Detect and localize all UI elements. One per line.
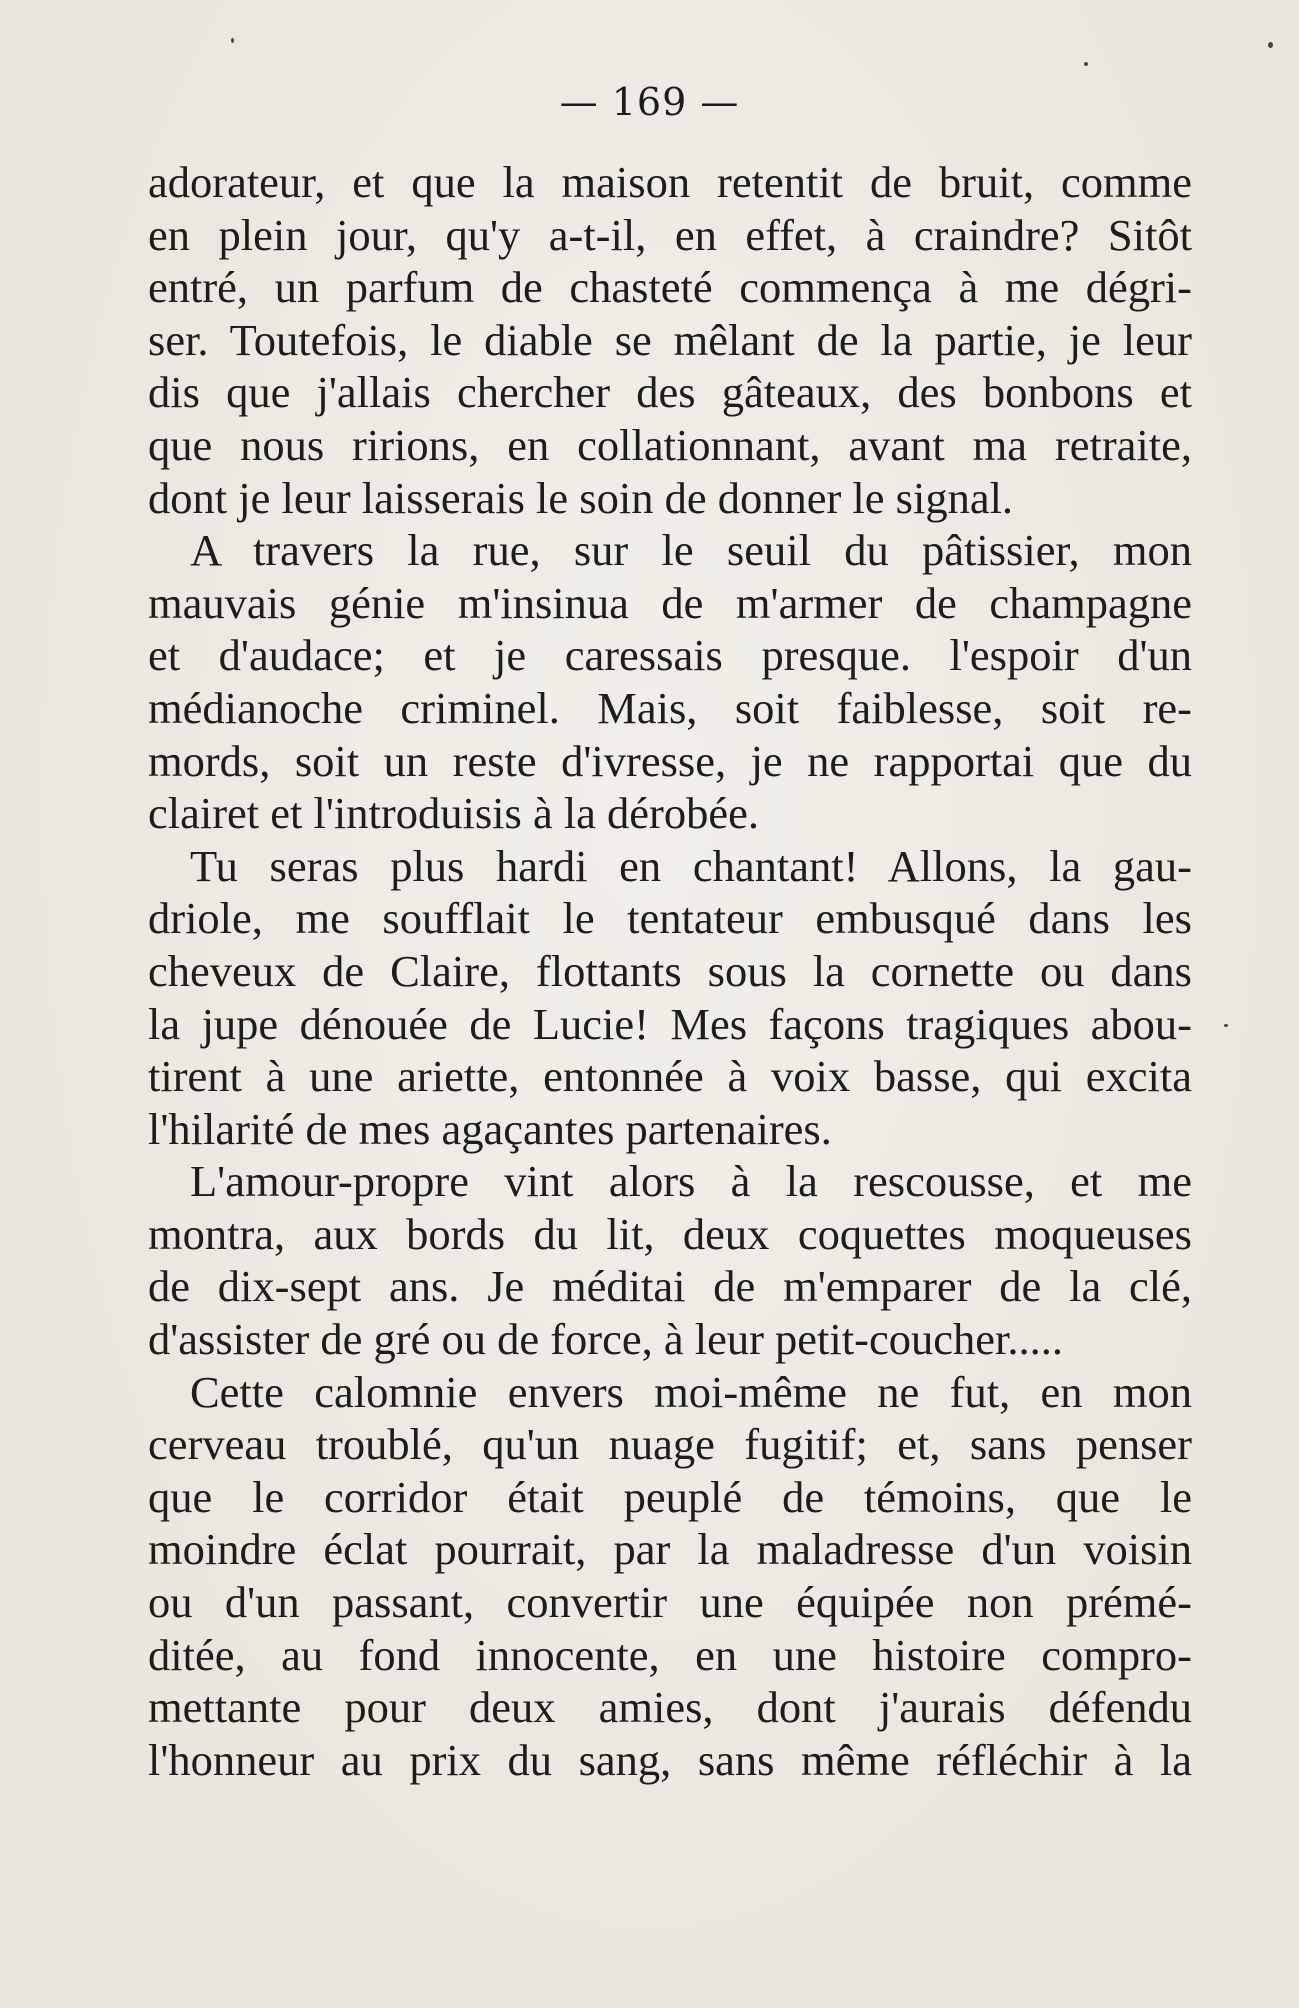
body-text xyxy=(148,156,1192,1786)
text-line: Cette calomnie envers moi-même ne fut, en mon xyxy=(190,1366,1192,1417)
paragraph xyxy=(148,840,1192,1156)
paper-speck xyxy=(1268,42,1273,48)
paper-speck xyxy=(1224,1024,1228,1027)
text-line: L'amour-propre vint alors à la rescousse, et me xyxy=(190,1156,1192,1207)
text-line: adorateur, et que la maison retentit de bruit, comme xyxy=(148,157,1192,207)
paragraph xyxy=(148,1366,1192,1787)
text-line: tirent à une ariette, entonnée à voix basse, qui excita xyxy=(148,1051,1192,1102)
text-line: la jupe dénouée de Lucie! Mes façons tragiques abou- xyxy=(148,998,1192,1049)
text-line: montra, aux bords du lit, deux coquettes moqueuses xyxy=(148,1208,1192,1259)
text-line: Tu seras plus hardi en chantant! Allons, la gau- xyxy=(190,840,1192,891)
text-line: mettante pour deux amies, dont j'aurais défendu xyxy=(148,1682,1192,1733)
text-line: l'honneur au prix du sang, sans même réfléchir à la xyxy=(148,1734,1192,1785)
text-line: ditée, au fond innocente, en une histoire compro- xyxy=(148,1629,1192,1680)
text-line: l'hilarité de mes agaçantes partenaires. xyxy=(148,1103,832,1154)
paragraph xyxy=(148,156,1192,524)
text-line: d'assister de gré ou de force, à leur petit-coucher..... xyxy=(148,1314,1063,1365)
paragraph xyxy=(148,524,1192,840)
text-line: dis que j'allais chercher des gâteaux, des bonbons et xyxy=(148,367,1192,418)
paragraph xyxy=(148,1155,1192,1365)
text-line: de dix-sept ans. Je méditai de m'emparer de la clé, xyxy=(148,1261,1192,1312)
text-line: que le corridor était peuplé de témoins, que le xyxy=(148,1471,1192,1522)
text-line: driole, me soufflait le tentateur embusqué dans les xyxy=(148,893,1192,944)
text-line: mords, soit un reste d'ivresse, je ne rapportai que du xyxy=(148,735,1192,786)
text-line: mauvais génie m'insinua de m'armer de champagne xyxy=(148,577,1192,628)
text-line: ou d'un passant, convertir une équipée non prémé- xyxy=(148,1577,1192,1628)
text-line: clairet et l'introduisis à la dérobée. xyxy=(148,788,760,839)
text-line: A travers la rue, sur le seuil du pâtissier, mon xyxy=(190,525,1192,576)
paper-speck xyxy=(231,38,234,43)
text-line: entré, un parfum de chasteté commença à me dégri- xyxy=(148,262,1192,313)
text-line: ser. Toutefois, le diable se mêlant de la partie, je leur xyxy=(148,314,1192,365)
text-line: en plein jour, qu'y a-t-il, en effet, à craindre? Sitôt xyxy=(148,209,1192,260)
paper-speck xyxy=(1084,62,1088,66)
text-line: et d'audace; et je caressais presque. l'espoir d'un xyxy=(148,630,1192,681)
text-line: cerveau troublé, qu'un nuage fugitif; et, sans penser xyxy=(148,1419,1192,1470)
text-line: médianoche criminel. Mais, soit faiblesse, soit re- xyxy=(148,682,1192,733)
text-line: cheveux de Claire, flottants sous la cornette ou dans xyxy=(148,945,1192,996)
page-number: — 169 — xyxy=(559,80,740,124)
text-line: que nous ririons, en collationnant, avant ma retraite, xyxy=(148,419,1192,470)
text-line: moindre éclat pourrait, par la maladresse d'un voisin xyxy=(148,1524,1192,1575)
text-line: dont je leur laisserais le soin de donner le signal. xyxy=(148,472,1014,523)
